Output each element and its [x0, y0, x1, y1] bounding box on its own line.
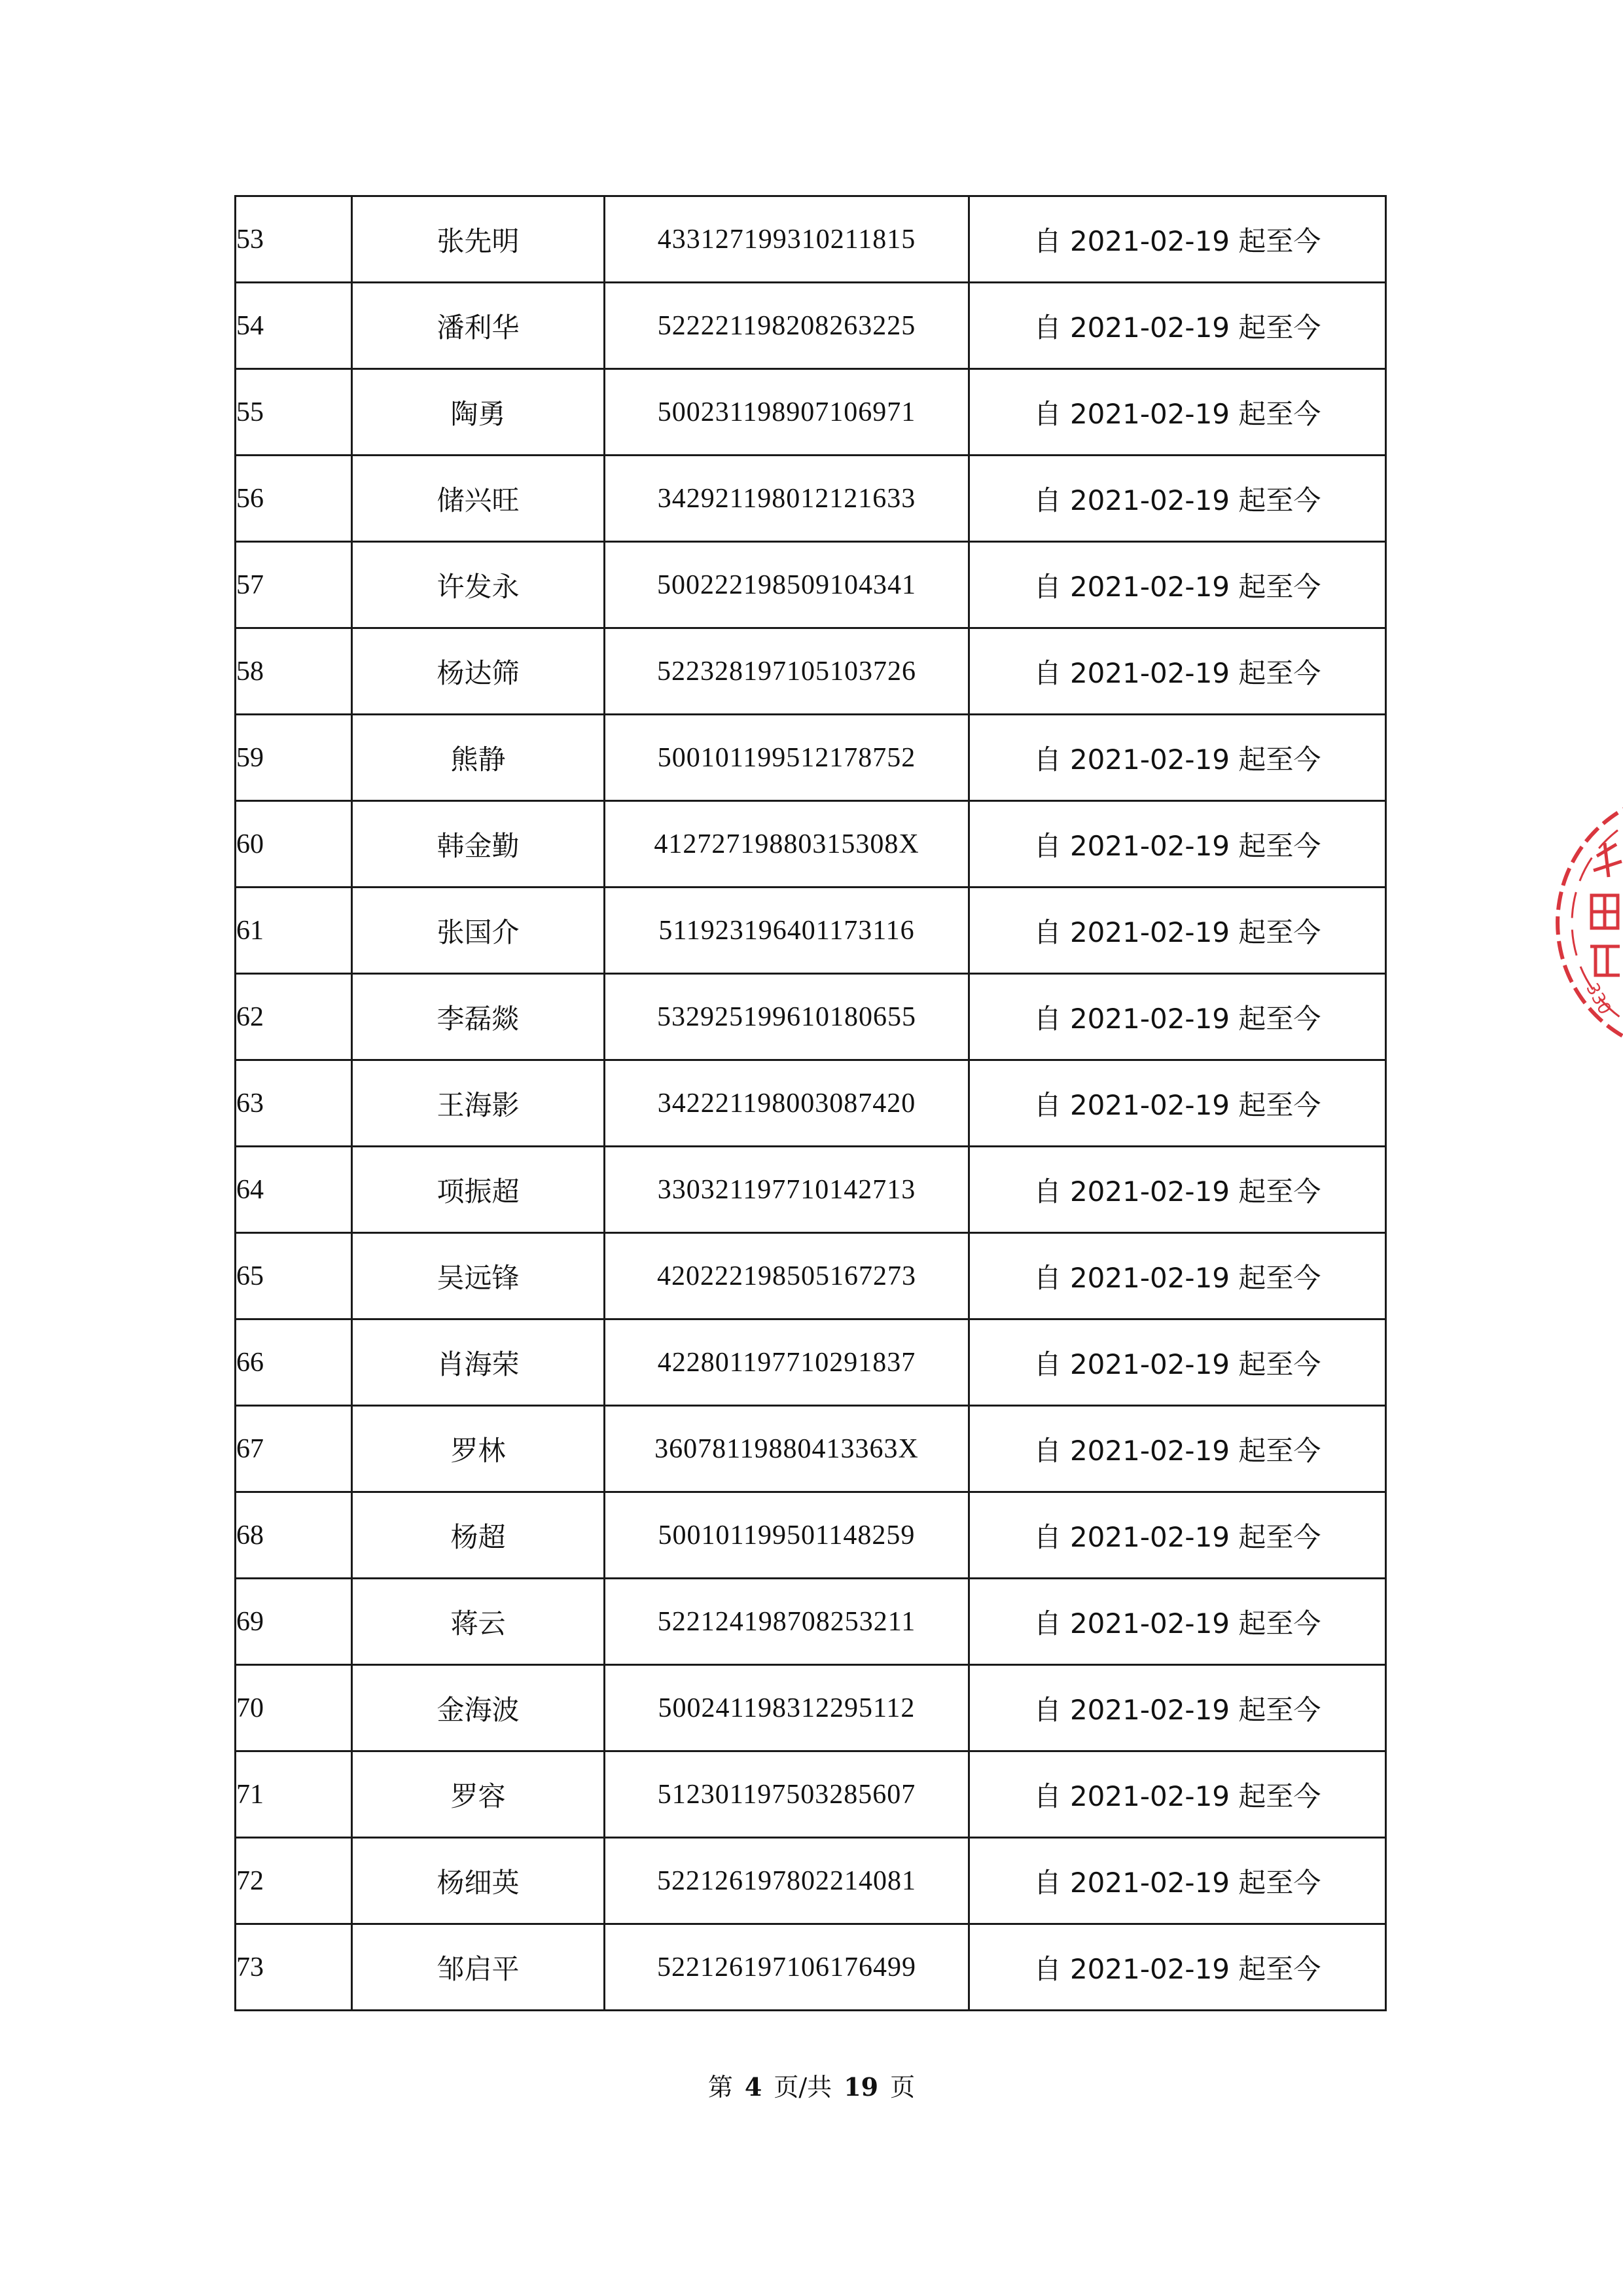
table-row — [236, 1406, 1386, 1492]
row-number: 66 — [236, 1319, 352, 1406]
row-period: 自 2021-02-19 起至今 — [969, 283, 1386, 369]
row-name: 许发永 — [352, 542, 605, 628]
row-number: 72 — [236, 1838, 352, 1924]
row-id-number: 522126197802214081 — [605, 1838, 969, 1924]
row-period: 自 2021-02-19 起至今 — [969, 1579, 1386, 1665]
row-id-number: 522328197105103726 — [605, 628, 969, 715]
row-name: 张先明 — [352, 196, 605, 283]
row-number: 68 — [236, 1492, 352, 1579]
row-period: 自 2021-02-19 起至今 — [969, 1492, 1386, 1579]
row-period: 自 2021-02-19 起至今 — [969, 715, 1386, 801]
row-period: 自 2021-02-19 起至今 — [969, 456, 1386, 542]
row-number: 65 — [236, 1233, 352, 1319]
footer-prefix: 第 — [707, 2073, 733, 2102]
row-period: 自 2021-02-19 起至今 — [969, 628, 1386, 715]
table-row — [236, 1492, 1386, 1579]
row-period: 自 2021-02-19 起至今 — [969, 801, 1386, 888]
table-row — [236, 1665, 1386, 1751]
row-id-number: 433127199310211815 — [605, 196, 969, 283]
row-id-number: 500241198312295112 — [605, 1665, 969, 1751]
row-period: 自 2021-02-19 起至今 — [969, 1924, 1386, 2011]
row-number: 55 — [236, 369, 352, 456]
row-number: 61 — [236, 888, 352, 974]
row-period: 自 2021-02-19 起至今 — [969, 1233, 1386, 1319]
row-id-number: 500101199512178752 — [605, 715, 969, 801]
row-period: 自 2021-02-19 起至今 — [969, 1319, 1386, 1406]
footer-current-page: 4 — [744, 2072, 762, 2102]
row-number: 67 — [236, 1406, 352, 1492]
table-row — [236, 974, 1386, 1060]
row-id-number: 512301197503285607 — [605, 1751, 969, 1838]
seal-glyph-2 — [1592, 895, 1618, 928]
seal-partial-number: 330 — [1582, 980, 1615, 1018]
records-table-body — [236, 196, 1386, 2011]
table-row — [236, 628, 1386, 715]
row-id-number: 522124198708253211 — [605, 1579, 969, 1665]
row-name: 李磊燚 — [352, 974, 605, 1060]
row-id-number: 41272719880315308X — [605, 801, 969, 888]
row-name: 杨达筛 — [352, 628, 605, 715]
table-row — [236, 283, 1386, 369]
row-name: 罗林 — [352, 1406, 605, 1492]
seal-text-fragments — [1590, 843, 1622, 975]
row-period: 自 2021-02-19 起至今 — [969, 369, 1386, 456]
row-period: 自 2021-02-19 起至今 — [969, 974, 1386, 1060]
records-table — [234, 195, 1387, 2011]
row-name: 陶勇 — [352, 369, 605, 456]
row-name: 王海影 — [352, 1060, 605, 1147]
table-row — [236, 801, 1386, 888]
row-number: 64 — [236, 1147, 352, 1233]
row-name: 项振超 — [352, 1147, 605, 1233]
official-seal-stamp — [1558, 779, 1623, 1067]
table-row — [236, 1924, 1386, 2011]
table-row — [236, 456, 1386, 542]
seal-glyph-1 — [1594, 843, 1622, 877]
row-id-number: 422801197710291837 — [605, 1319, 969, 1406]
table-row — [236, 542, 1386, 628]
row-number: 58 — [236, 628, 352, 715]
footer-total-pages: 19 — [844, 2072, 879, 2102]
table-row — [236, 888, 1386, 974]
row-period: 自 2021-02-19 起至今 — [969, 1406, 1386, 1492]
row-period: 自 2021-02-19 起至今 — [969, 1751, 1386, 1838]
row-id-number: 500231198907106971 — [605, 369, 969, 456]
row-id-number: 342221198003087420 — [605, 1060, 969, 1147]
row-name: 金海波 — [352, 1665, 605, 1751]
row-name: 杨超 — [352, 1492, 605, 1579]
row-id-number: 342921198012121633 — [605, 456, 969, 542]
row-period: 自 2021-02-19 起至今 — [969, 1838, 1386, 1924]
row-id-number: 511923196401173116 — [605, 888, 969, 974]
table-row — [236, 1751, 1386, 1838]
row-id-number: 522221198208263225 — [605, 283, 969, 369]
table-row — [236, 369, 1386, 456]
row-period: 自 2021-02-19 起至今 — [969, 1060, 1386, 1147]
row-number: 53 — [236, 196, 352, 283]
row-name: 蒋云 — [352, 1579, 605, 1665]
footer-middle: 页/共 — [774, 2073, 832, 2102]
footer-suffix: 页 — [890, 2073, 916, 2102]
row-number: 63 — [236, 1060, 352, 1147]
row-number: 69 — [236, 1579, 352, 1665]
row-number: 54 — [236, 283, 352, 369]
row-name: 张国介 — [352, 888, 605, 974]
row-id-number: 330321197710142713 — [605, 1147, 969, 1233]
row-name: 储兴旺 — [352, 456, 605, 542]
row-number: 70 — [236, 1665, 352, 1751]
table-row — [236, 1147, 1386, 1233]
row-id-number: 532925199610180655 — [605, 974, 969, 1060]
row-period: 自 2021-02-19 起至今 — [969, 196, 1386, 283]
row-number: 59 — [236, 715, 352, 801]
row-number: 73 — [236, 1924, 352, 2011]
table-row — [236, 1060, 1386, 1147]
row-name: 吴远锋 — [352, 1233, 605, 1319]
row-name: 杨细英 — [352, 1838, 605, 1924]
row-id-number: 500222198509104341 — [605, 542, 969, 628]
row-period: 自 2021-02-19 起至今 — [969, 1147, 1386, 1233]
row-name: 罗容 — [352, 1751, 605, 1838]
table-row — [236, 1319, 1386, 1406]
row-name: 邹启平 — [352, 1924, 605, 2011]
table-row — [236, 1233, 1386, 1319]
row-number: 57 — [236, 542, 352, 628]
row-id-number: 522126197106176499 — [605, 1924, 969, 2011]
row-period: 自 2021-02-19 起至今 — [969, 542, 1386, 628]
row-id-number: 36078119880413363X — [605, 1406, 969, 1492]
row-period: 自 2021-02-19 起至今 — [969, 1665, 1386, 1751]
table-row — [236, 1579, 1386, 1665]
page-footer — [0, 2067, 1623, 2103]
row-number: 62 — [236, 974, 352, 1060]
row-name: 肖海荣 — [352, 1319, 605, 1406]
seal-glyph-3 — [1590, 946, 1620, 975]
row-id-number: 420222198505167273 — [605, 1233, 969, 1319]
row-name: 潘利华 — [352, 283, 605, 369]
row-number: 60 — [236, 801, 352, 888]
row-name: 熊静 — [352, 715, 605, 801]
row-name: 韩金勤 — [352, 801, 605, 888]
row-period: 自 2021-02-19 起至今 — [969, 888, 1386, 974]
table-row — [236, 196, 1386, 283]
table-row — [236, 1838, 1386, 1924]
row-id-number: 500101199501148259 — [605, 1492, 969, 1579]
table-row — [236, 715, 1386, 801]
row-number: 56 — [236, 456, 352, 542]
row-number: 71 — [236, 1751, 352, 1838]
